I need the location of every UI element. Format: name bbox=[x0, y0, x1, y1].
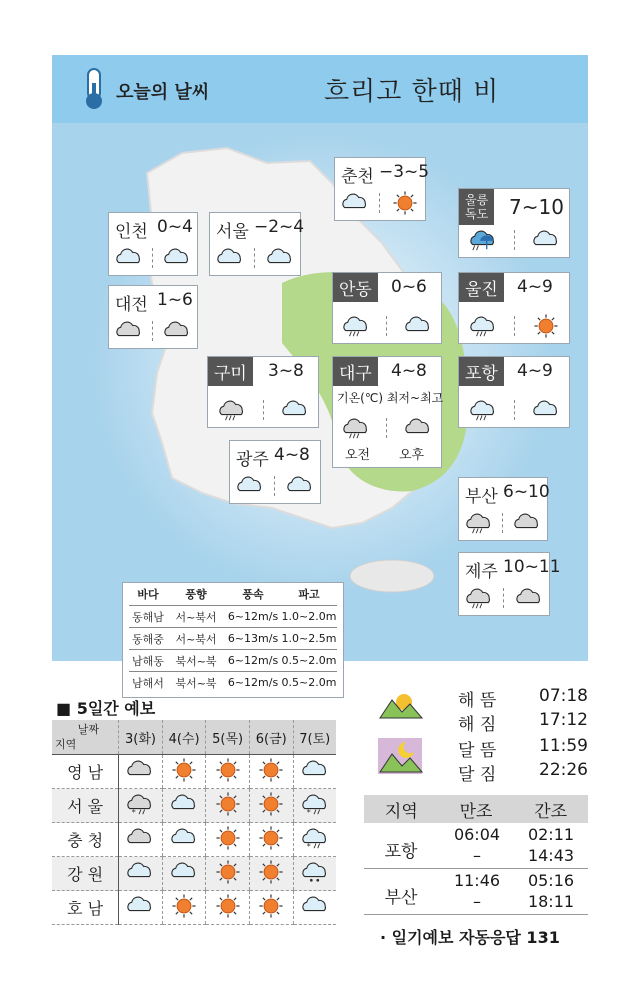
city-name: 인천 bbox=[115, 222, 148, 242]
cloud-icon bbox=[214, 246, 246, 270]
forecast-cell bbox=[162, 755, 206, 789]
sun-icon bbox=[255, 792, 287, 816]
city-name: 춘천 bbox=[341, 167, 374, 187]
day-header: 7(토) bbox=[293, 720, 336, 755]
sun-icon bbox=[212, 826, 244, 850]
forecast-row bbox=[52, 857, 336, 891]
sea-cell: 6~12m/s bbox=[227, 654, 279, 667]
sun-icon bbox=[255, 860, 287, 884]
corner-cell: 날짜 지역 bbox=[52, 720, 119, 755]
city-name: 부산 bbox=[465, 487, 498, 507]
city-card-gumi bbox=[207, 356, 319, 428]
forecast-cell bbox=[293, 755, 336, 789]
sea-cell: 동해중 bbox=[132, 632, 164, 646]
am-pm-divider bbox=[274, 476, 275, 496]
am-label: 오전 bbox=[345, 448, 371, 463]
city-temp: 10~11 bbox=[503, 557, 561, 577]
forecast-cell bbox=[293, 857, 336, 891]
forecast-cell bbox=[162, 789, 206, 823]
sea-header-cell: 파고 bbox=[298, 588, 320, 601]
day-header: 3(화) bbox=[119, 720, 163, 755]
cloud-icon bbox=[168, 860, 200, 884]
city-name: 울릉 독도 bbox=[459, 189, 494, 225]
forecast-cell bbox=[249, 823, 293, 857]
cloud-icon bbox=[168, 792, 200, 816]
sun-icon bbox=[212, 758, 244, 782]
city-name: 포항 bbox=[459, 357, 504, 386]
cloud-grey-rain-icon bbox=[340, 416, 372, 440]
forecast-cell bbox=[119, 755, 163, 789]
sea-row bbox=[129, 627, 337, 649]
sea-cell: 서~북서 bbox=[175, 610, 217, 624]
cloud-rain-icon bbox=[467, 398, 499, 422]
sun-icon bbox=[212, 860, 244, 884]
city-weather-icons bbox=[109, 245, 197, 271]
cloud-icon bbox=[234, 474, 266, 498]
am-pm-divider bbox=[379, 193, 380, 213]
city-temp: −2~4 bbox=[254, 217, 305, 237]
sun-icon bbox=[389, 191, 421, 215]
city-weather-icons bbox=[210, 245, 300, 271]
sea-row bbox=[129, 605, 337, 627]
sea-cell: 서~북서 bbox=[175, 632, 217, 646]
forecast-row bbox=[52, 789, 336, 823]
forecast-cell bbox=[206, 891, 250, 925]
cloud-icon bbox=[530, 228, 562, 252]
cloud-grey-icon bbox=[113, 319, 145, 343]
svg-text:*: * bbox=[306, 806, 311, 817]
forecast-cell bbox=[249, 857, 293, 891]
city-card-ulleung bbox=[458, 188, 570, 258]
forecast-cell bbox=[293, 891, 336, 925]
sun-icon bbox=[212, 894, 244, 918]
day-header: 6(금) bbox=[249, 720, 293, 755]
map-panel bbox=[52, 55, 588, 690]
forecast-cell bbox=[249, 891, 293, 925]
city-weather-icons bbox=[109, 318, 197, 344]
am-pm-divider bbox=[152, 248, 153, 268]
cloud-grey-icon bbox=[513, 586, 545, 610]
rain-umbrella-icon bbox=[467, 228, 499, 252]
am-pm-divider bbox=[503, 588, 504, 608]
moonset-row: 달 짐 22:26 bbox=[458, 760, 588, 785]
forecast-cell bbox=[119, 857, 163, 891]
forecast-hotline: · 일기예보 자동응답 131 bbox=[380, 928, 560, 947]
city-name: 서울 bbox=[216, 222, 249, 242]
sea-row bbox=[129, 649, 337, 671]
sea-cell: 1.0~2.0m bbox=[281, 610, 337, 623]
sea-cell: 6~12m/s bbox=[227, 610, 279, 623]
day-header: 5(목) bbox=[206, 720, 250, 755]
city-weather-icons bbox=[459, 227, 569, 253]
city-card-gwangju bbox=[229, 440, 321, 504]
sunrise-icon bbox=[378, 686, 422, 722]
cloud-icon bbox=[168, 826, 200, 850]
cloud-icon bbox=[530, 398, 562, 422]
city-card-chuncheon bbox=[334, 157, 430, 221]
headline: 흐리고 한때 비 bbox=[324, 77, 500, 107]
sun-icon bbox=[255, 758, 287, 782]
am-pm-divider bbox=[514, 230, 515, 250]
region-name: 강 원 bbox=[52, 857, 119, 891]
cloud-icon bbox=[264, 246, 296, 270]
city-card-pohang bbox=[458, 356, 570, 428]
city-name: 제주 bbox=[465, 562, 498, 582]
city-name: 대구 bbox=[333, 357, 378, 386]
sea-cell: 북서~북 bbox=[175, 676, 217, 690]
forecast-cell bbox=[162, 891, 206, 925]
cloud-grey-rain-icon bbox=[463, 586, 495, 610]
cloud-grey-snow-icon bbox=[124, 792, 156, 816]
region-name: 영 남 bbox=[52, 755, 119, 789]
city-card-andong bbox=[332, 272, 442, 344]
cloud-icon bbox=[124, 860, 156, 884]
cloud-icon bbox=[339, 191, 371, 215]
title-bar bbox=[52, 55, 588, 123]
cloud-icon bbox=[299, 894, 331, 918]
city-name: 광주 bbox=[236, 450, 269, 470]
cloud-grey-icon bbox=[124, 758, 156, 782]
cloud-grey-icon bbox=[161, 319, 193, 343]
day-header: 4(수) bbox=[162, 720, 206, 755]
daegu-legend-title: 기온(℃) 최저~최고 bbox=[337, 391, 444, 405]
sun-icon bbox=[255, 894, 287, 918]
sunset-row: 해 짐 17:12 bbox=[458, 710, 588, 735]
forecast-cell bbox=[119, 789, 163, 823]
tide-table bbox=[364, 795, 588, 915]
forecast-title: ■ 5일간 예보 bbox=[56, 699, 156, 718]
sea-header-cell: 풍속 bbox=[242, 588, 264, 601]
sun-icon bbox=[168, 758, 200, 782]
moonrise-icon bbox=[378, 738, 422, 774]
city-name: 울진 bbox=[459, 273, 504, 302]
forecast-cell bbox=[293, 823, 336, 857]
city-temp: 1~6 bbox=[157, 290, 193, 310]
city-temp: 4~8 bbox=[274, 445, 310, 465]
sea-row bbox=[129, 671, 337, 693]
forecast-row bbox=[52, 755, 336, 789]
sea-cell: 6~13m/s bbox=[227, 632, 279, 645]
cloud-rain-snow-icon bbox=[299, 792, 331, 816]
cloud-grey-icon bbox=[402, 416, 434, 440]
city-weather-icons bbox=[208, 397, 318, 423]
cloud-rain-snow-icon bbox=[299, 826, 331, 850]
forecast-cell bbox=[162, 823, 206, 857]
sea-cell: 남해서 bbox=[132, 676, 164, 690]
cloud-rain-icon bbox=[467, 314, 499, 338]
am-pm-divider bbox=[514, 316, 515, 336]
forecast-cell bbox=[206, 755, 250, 789]
forecast-cell bbox=[293, 789, 336, 823]
city-temp: 0~6 bbox=[391, 277, 427, 297]
city-weather-icons bbox=[459, 585, 549, 611]
city-temp: 3~8 bbox=[268, 361, 304, 381]
city-card-incheon bbox=[108, 212, 198, 276]
city-temp: 7~10 bbox=[509, 195, 564, 219]
region-name: 호 남 bbox=[52, 891, 119, 925]
city-name: 대전 bbox=[115, 295, 148, 315]
sunrise-row: 해 뜸 07:18 bbox=[458, 686, 588, 711]
city-card-daegu bbox=[332, 356, 442, 468]
sea-cell: 6~12m/s bbox=[227, 676, 279, 689]
am-pm-divider bbox=[254, 248, 255, 268]
am-pm-divider bbox=[386, 418, 387, 438]
sea-table-header bbox=[129, 583, 337, 605]
city-card-busan bbox=[458, 477, 548, 541]
cloud-snow-icon bbox=[299, 860, 331, 884]
forecast-cell bbox=[206, 789, 250, 823]
city-weather-icons bbox=[333, 313, 441, 339]
forecast-cell bbox=[119, 891, 163, 925]
forecast-cell bbox=[249, 755, 293, 789]
cloud-grey-icon bbox=[511, 511, 543, 535]
city-weather-icons bbox=[459, 510, 547, 536]
cloud-icon bbox=[161, 246, 193, 270]
am-pm-divider bbox=[263, 400, 264, 420]
city-temp: 4~9 bbox=[517, 361, 553, 381]
cloud-icon bbox=[113, 246, 145, 270]
five-day-forecast bbox=[52, 696, 336, 918]
am-pm-divider bbox=[514, 400, 515, 420]
sea-cell: 남해동 bbox=[132, 654, 164, 668]
city-temp: 4~9 bbox=[517, 277, 553, 297]
cloud-grey-rain-icon bbox=[216, 398, 248, 422]
cloud-icon bbox=[299, 758, 331, 782]
sun-icon bbox=[255, 826, 287, 850]
city-weather-icons bbox=[459, 397, 569, 423]
city-card-daejeon bbox=[108, 285, 198, 349]
sea-cell: 0.5~2.0m bbox=[281, 654, 337, 667]
panel-label: 오늘의 날씨 bbox=[116, 82, 210, 103]
city-weather-icons bbox=[335, 190, 425, 216]
thermometer-icon bbox=[80, 67, 108, 115]
city-weather-icons bbox=[230, 473, 320, 499]
cloud-icon bbox=[279, 398, 311, 422]
moonrise-row: 달 뜸 11:59 bbox=[458, 736, 588, 761]
tide-row: 포항 06:04 – 02:11 14:43 bbox=[364, 823, 588, 869]
sun-icon bbox=[212, 792, 244, 816]
sea-header-cell: 풍향 bbox=[185, 588, 207, 601]
sea-cell: 1.0~2.5m bbox=[281, 632, 337, 645]
city-card-seoul bbox=[209, 212, 305, 276]
sea-cell: 동해남 bbox=[132, 610, 164, 624]
sea-table bbox=[122, 582, 344, 698]
forecast-row bbox=[52, 891, 336, 925]
forecast-table bbox=[52, 720, 336, 925]
pm-label: 오후 bbox=[399, 448, 425, 463]
tide-row: 부산 11:46 – 05:16 18:11 bbox=[364, 869, 588, 915]
forecast-cell bbox=[162, 857, 206, 891]
cloud-icon bbox=[402, 314, 434, 338]
svg-text:*: * bbox=[306, 840, 311, 851]
sea-header-cell: 바다 bbox=[137, 588, 159, 601]
city-temp: 0~4 bbox=[157, 217, 193, 237]
forecast-cell bbox=[206, 823, 250, 857]
cloud-grey-rain-icon bbox=[463, 511, 495, 535]
tide-header: 지역 만조 간조 bbox=[364, 795, 588, 823]
svg-text:*: * bbox=[132, 806, 137, 817]
region-name: 충 청 bbox=[52, 823, 119, 857]
city-temp: 4~8 bbox=[391, 361, 427, 381]
am-pm-divider bbox=[502, 513, 503, 533]
city-card-jeju bbox=[458, 552, 561, 616]
forecast-row bbox=[52, 823, 336, 857]
forecast-cell bbox=[119, 823, 163, 857]
am-pm-divider bbox=[152, 321, 153, 341]
cloud-icon bbox=[124, 894, 156, 918]
sun-icon bbox=[530, 314, 562, 338]
sea-cell: 북서~북 bbox=[175, 654, 217, 668]
cloud-rain-icon bbox=[340, 314, 372, 338]
city-card-uljin bbox=[458, 272, 570, 344]
forecast-cell bbox=[249, 789, 293, 823]
city-weather-icons bbox=[333, 415, 441, 441]
sun-moon-times bbox=[378, 686, 588, 786]
sun-icon bbox=[168, 894, 200, 918]
forecast-cell bbox=[206, 857, 250, 891]
am-pm-divider bbox=[386, 316, 387, 336]
sea-cell: 0.5~2.0m bbox=[281, 676, 337, 689]
cloud-icon bbox=[284, 474, 316, 498]
city-name: 안동 bbox=[333, 273, 378, 302]
city-temp: 6~10 bbox=[503, 482, 550, 502]
cloud-grey-icon bbox=[124, 826, 156, 850]
region-name: 서 울 bbox=[52, 789, 119, 823]
city-temp: −3~5 bbox=[379, 162, 430, 182]
city-name: 구미 bbox=[208, 357, 253, 386]
city-weather-icons bbox=[459, 313, 569, 339]
